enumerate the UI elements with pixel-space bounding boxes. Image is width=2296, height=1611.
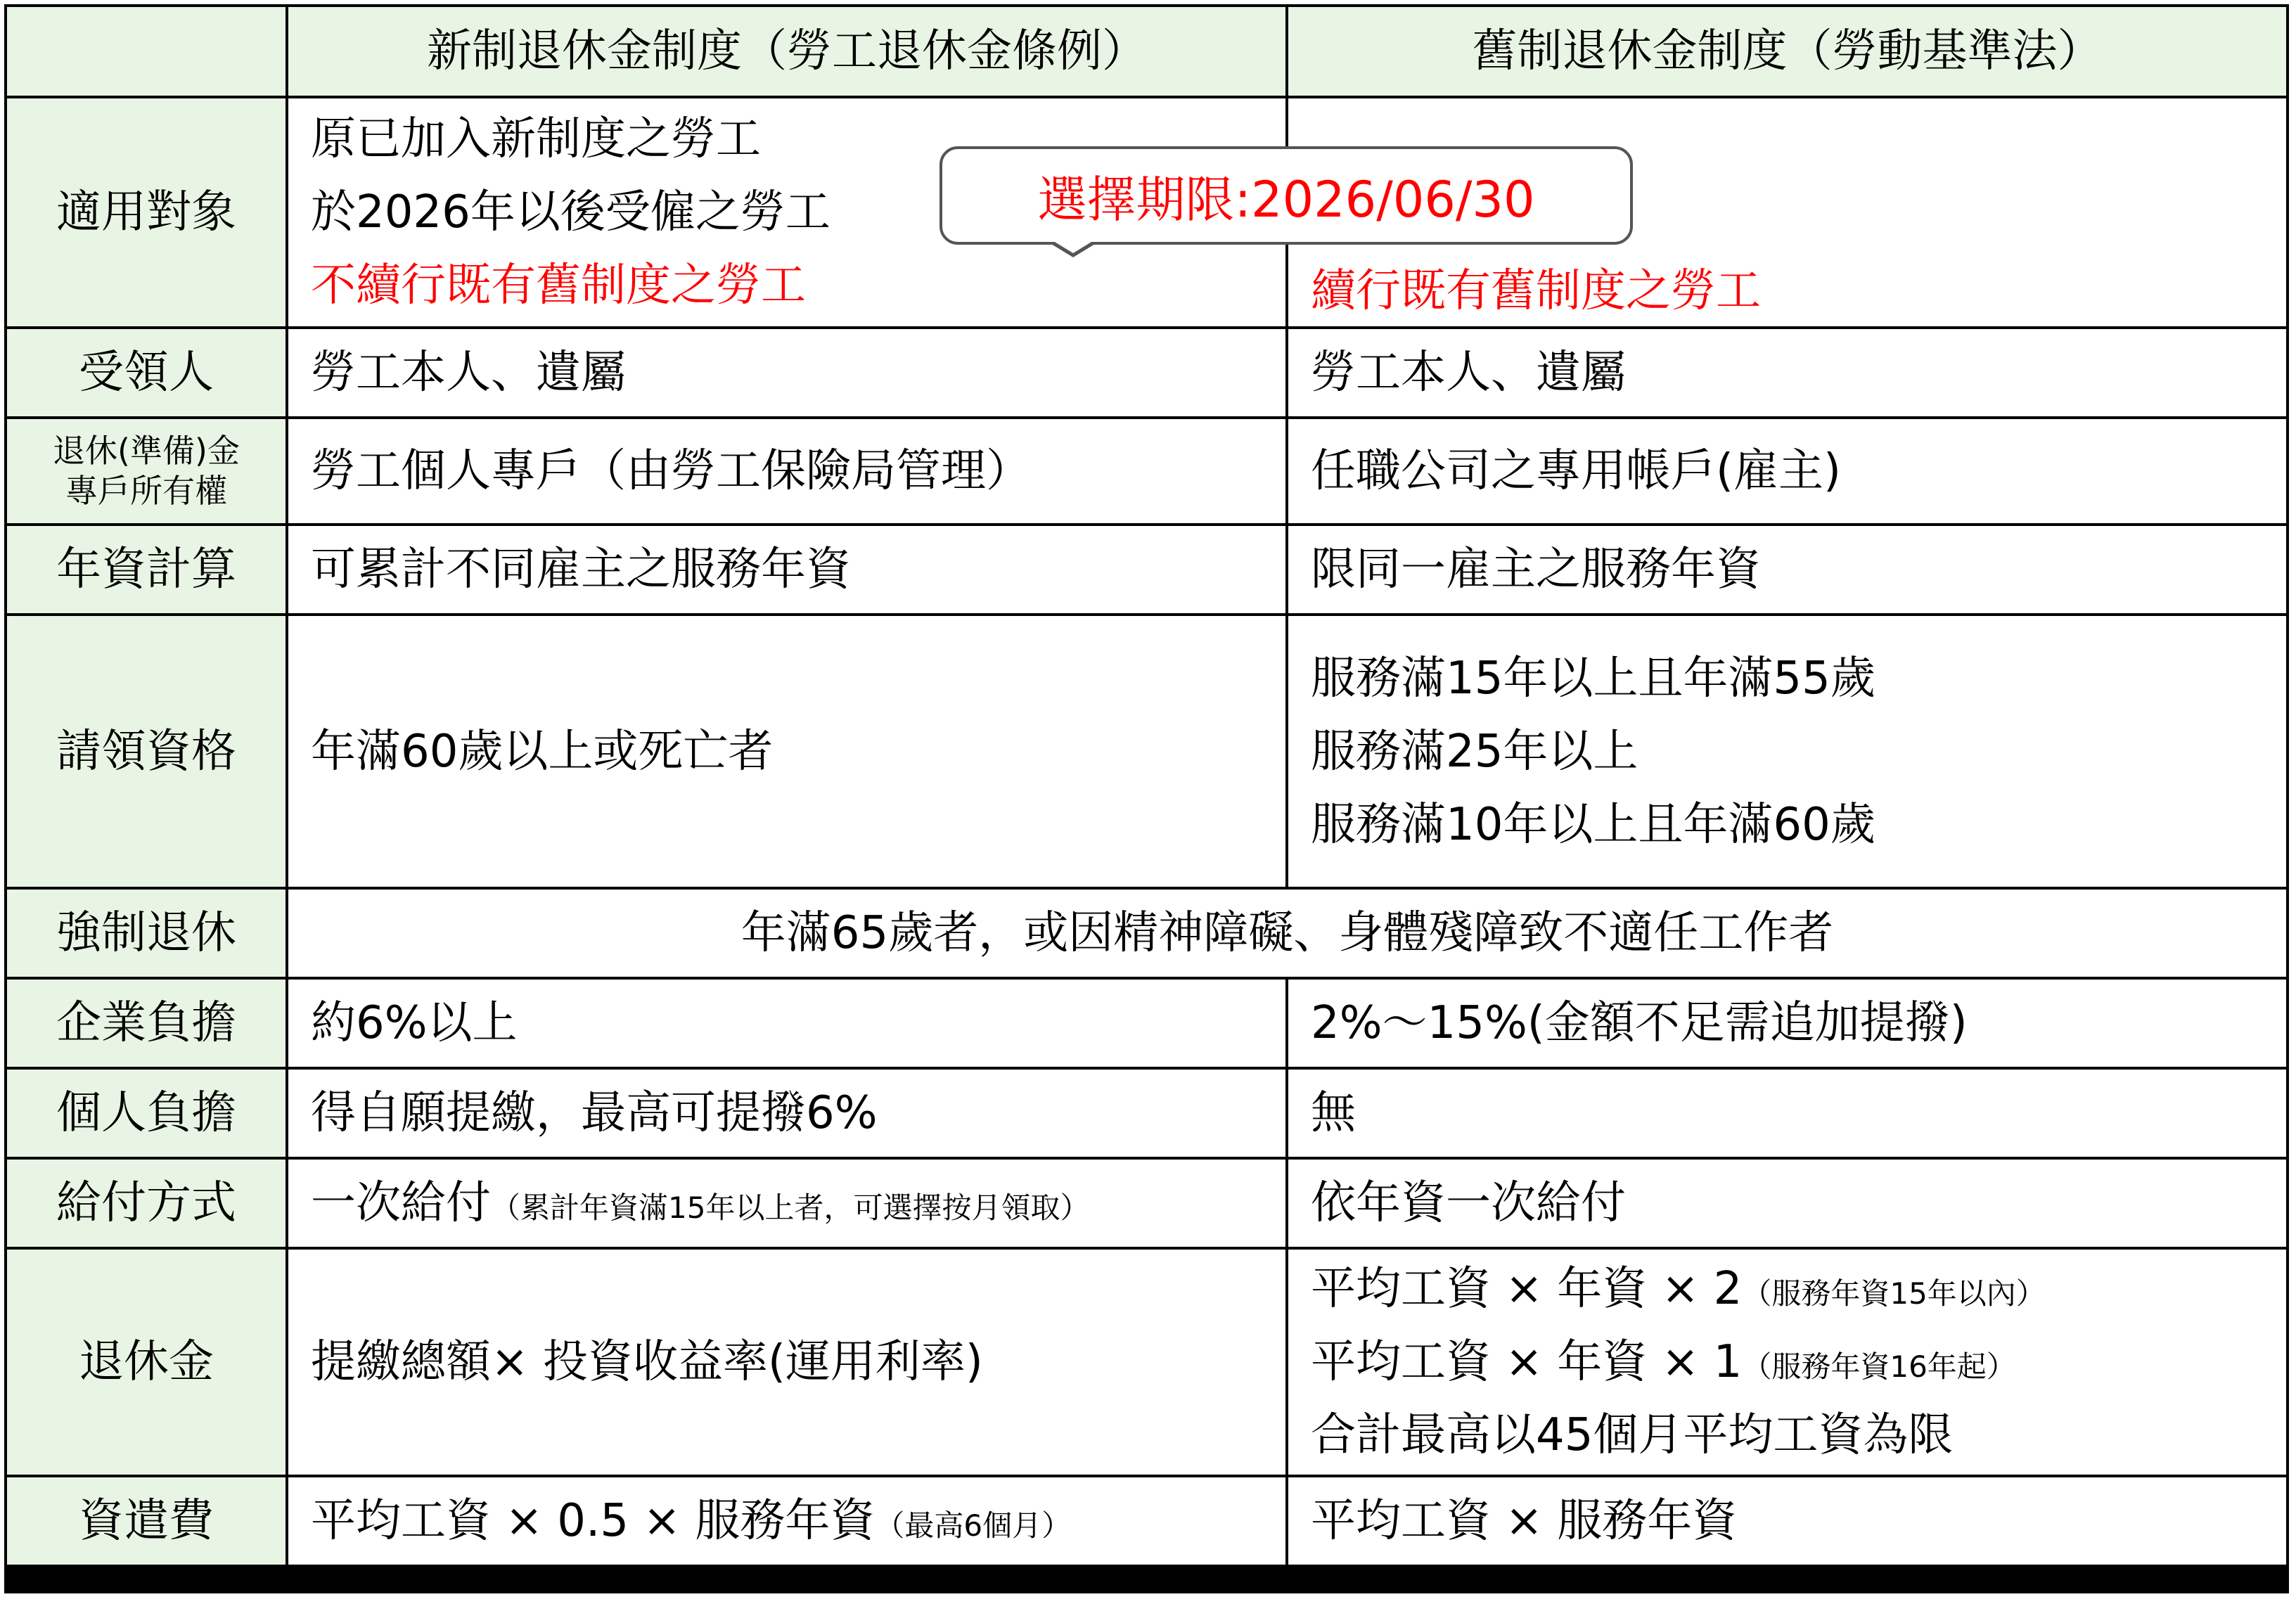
header-old-system: 舊制退休金制度（勞動基準法） [1288, 7, 2286, 96]
account-new: 勞工個人專戶（由勞工保險局管理） [288, 419, 1285, 523]
seniority-old: 限同一雇主之服務年資 [1288, 526, 2286, 613]
pension-old-formula: 平均工資 × 年資 × 1 [1311, 1336, 1743, 1388]
account-label-line: 專戶所有權 [65, 472, 227, 510]
pension-old-line [1311, 1263, 2286, 1315]
row-label-seniority: 年資計算 [7, 526, 286, 613]
pension-old [1288, 1250, 2286, 1475]
row-label-payment: 給付方式 [7, 1160, 286, 1247]
pension-old-note: （服務年資15年以內） [1742, 1276, 2046, 1311]
severance-old: 平均工資 × 服務年資 [1288, 1477, 2286, 1565]
pension-new: 提繳總額× 投資收益率(運用利率) [288, 1250, 1285, 1475]
row-label-eligibility: 請領資格 [7, 616, 286, 887]
row-label-employer: 企業負擔 [7, 980, 286, 1067]
payment-new-note: （累計年資滿15年以上者，可選擇按月領取） [491, 1190, 1090, 1225]
personal-old: 無 [1288, 1070, 2286, 1157]
pension-old-line [1311, 1336, 2286, 1388]
employer-old: 2%～15%(金額不足需追加提撥) [1288, 980, 2286, 1067]
header-corner [7, 7, 286, 96]
employer-new: 約6%以上 [288, 980, 1285, 1067]
row-label-pension: 退休金 [7, 1250, 286, 1475]
pension-old-formula: 合計最高以45個月平均工資為限 [1311, 1409, 1954, 1461]
applicable-new-line: 不續行既有舊制度之勞工 [311, 259, 806, 312]
row-label-applicable: 適用對象 [7, 98, 286, 326]
deadline-callout: 選擇期限:2026/06/30 [939, 146, 1633, 245]
severance-new [288, 1477, 1285, 1565]
eligibility-old-line: 服務滿25年以上 [1311, 725, 1638, 778]
applicable-old-line: 續行既有舊制度之勞工 [1311, 265, 1761, 317]
payment-old: 依年資一次給付 [1288, 1160, 2286, 1247]
pension-old-note: （服務年資16年起） [1742, 1349, 2016, 1384]
row-label-forced: 強制退休 [7, 890, 286, 977]
pension-old-formula: 平均工資 × 年資 × 2 [1311, 1263, 1743, 1315]
beneficiary-new: 勞工本人、遺屬 [288, 329, 1285, 416]
row-label-personal: 個人負擔 [7, 1070, 286, 1157]
seniority-new: 可累計不同雇主之服務年資 [288, 526, 1285, 613]
row-label-beneficiary: 受領人 [7, 329, 286, 416]
callout-tail-fill [1051, 240, 1095, 253]
account-old: 任職公司之專用帳戶(雇主) [1288, 419, 2286, 523]
payment-new-text: 一次給付 [311, 1177, 491, 1229]
eligibility-old-line: 服務滿10年以上且年滿60歲 [1311, 798, 1875, 851]
applicable-new-line: 於2026年以後受僱之勞工 [311, 186, 830, 238]
forced-both: 年滿65歲者，或因精神障礙、身體殘障致不適任工作者 [288, 890, 2286, 977]
header-new-system: 新制退休金制度（勞工退休金條例） [288, 7, 1285, 96]
payment-new-line [311, 1177, 1285, 1229]
eligibility-old-line: 服務滿15年以上且年滿55歲 [1311, 652, 1875, 705]
severance-new-line [311, 1495, 1285, 1547]
account-label-line: 退休(準備)金 [53, 431, 240, 470]
eligibility-new: 年滿60歲以上或死亡者 [288, 616, 1285, 887]
pension-old-line [1311, 1409, 2286, 1461]
severance-new-text: 平均工資 × 0.5 × 服務年資 [311, 1495, 876, 1547]
eligibility-old [1288, 616, 2286, 887]
row-label-severance: 資遣費 [7, 1477, 286, 1565]
row-label-account [7, 419, 286, 523]
severance-new-note: （最高6個月） [875, 1508, 1072, 1543]
beneficiary-old: 勞工本人、遺屬 [1288, 329, 2286, 416]
applicable-new-line: 原已加入新制度之勞工 [311, 113, 761, 165]
payment-new [288, 1160, 1285, 1247]
personal-new: 得自願提繳，最高可提撥6% [288, 1070, 1285, 1157]
